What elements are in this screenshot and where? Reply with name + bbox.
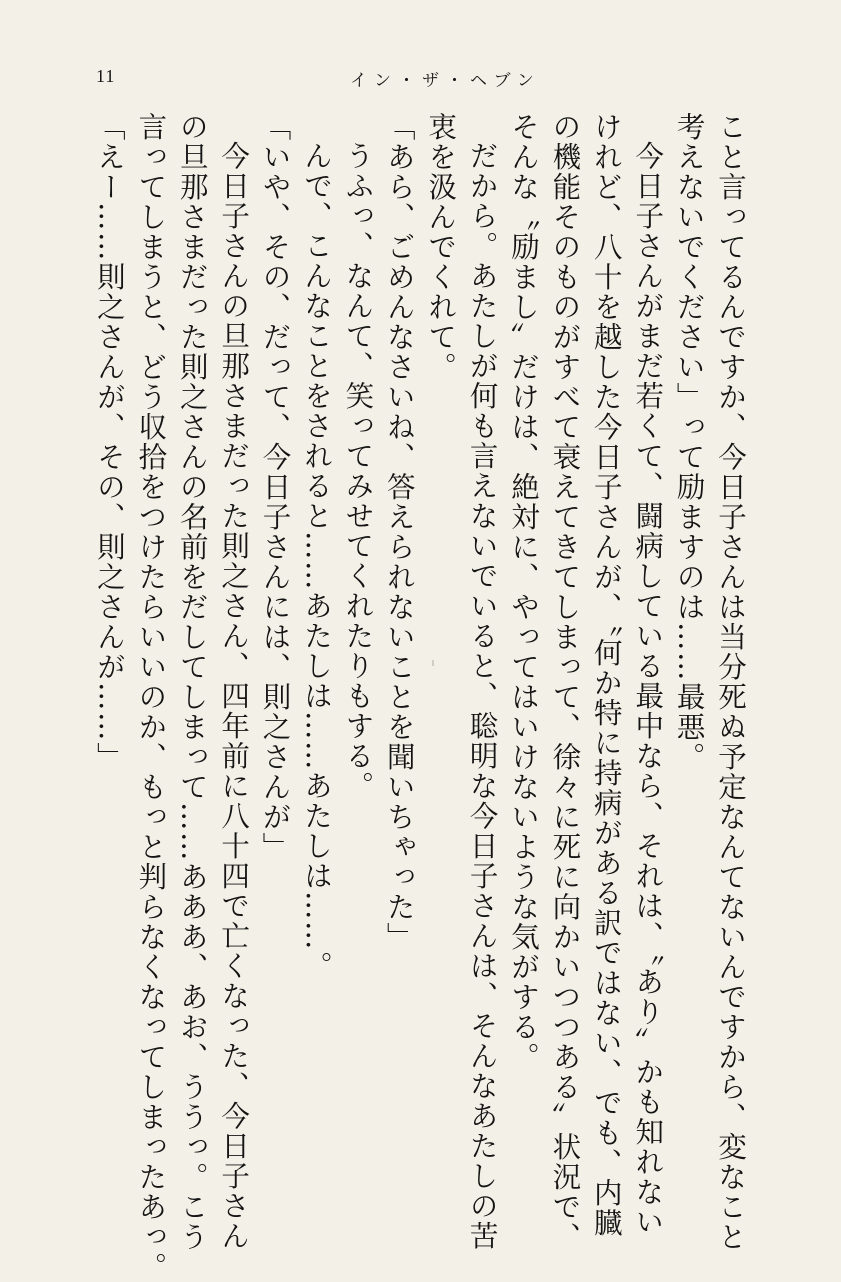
- text-line: 衷を汲んでくれて。: [424, 112, 458, 382]
- dialogue-line: 「えー……則之さんが、その、則之さんが……」: [92, 112, 126, 772]
- text-line: 今日子さんの旦那さまだった則之さん、四年前に八十四で亡くなった、今日子さん: [217, 140, 251, 1251]
- text-line: 今日子さんがまだ若くて、闘病している最中なら、それは、〝あり〟かも知れない: [631, 140, 665, 1237]
- text-line: の機能そのものがすべて衰えてきてしまって、徐々に死に向かいつつある〟状況で、: [548, 112, 582, 1252]
- page-number: 11: [96, 66, 116, 86]
- running-title: イン・ザ・ヘブン: [350, 71, 541, 91]
- dialogue-line: 「あら、ごめんなさいね、答えられないことを聞いちゃった」: [382, 112, 416, 952]
- text-line: んで、こんなことをされると……あたしは……あたしは……。: [299, 140, 333, 981]
- text-line: だから。あたしが何も言えないでいると、聡明な今日子さんは、そんなあたしの苦: [465, 140, 499, 1251]
- vertical-body-text: [89, 112, 752, 1282]
- dialogue-line: 「いや、その、だって、今日子さんには、則之さんが」: [258, 112, 292, 862]
- text-line: こと言ってるんですか、今日子さんは当分死ぬ予定なんてないんですから、変なこと: [714, 112, 747, 1252]
- text-line: の旦那さまだった則之さんの名前をだしてしまって……あああ、あお、ううっ。こう: [175, 112, 209, 1252]
- text-line: 考えないでください」って励ますのは……最悪。: [672, 112, 706, 772]
- text-line: けれど、八十を越した今日子さんが、〝何か特に持病がある訳ではない、でも、内臓: [589, 112, 623, 1238]
- text-line: そんな〝励まし〟だけは、絶対に、やってはいけないような気がする。: [506, 112, 540, 1072]
- text-line: 言ってしまうと、どう収拾をつけたらいいのか、もっと判らなくなってしまったあっ。: [134, 112, 168, 1282]
- paper-speck: [432, 660, 434, 666]
- text-line: うふっ、なんて、笑ってみせてくれたりもする。: [341, 140, 375, 801]
